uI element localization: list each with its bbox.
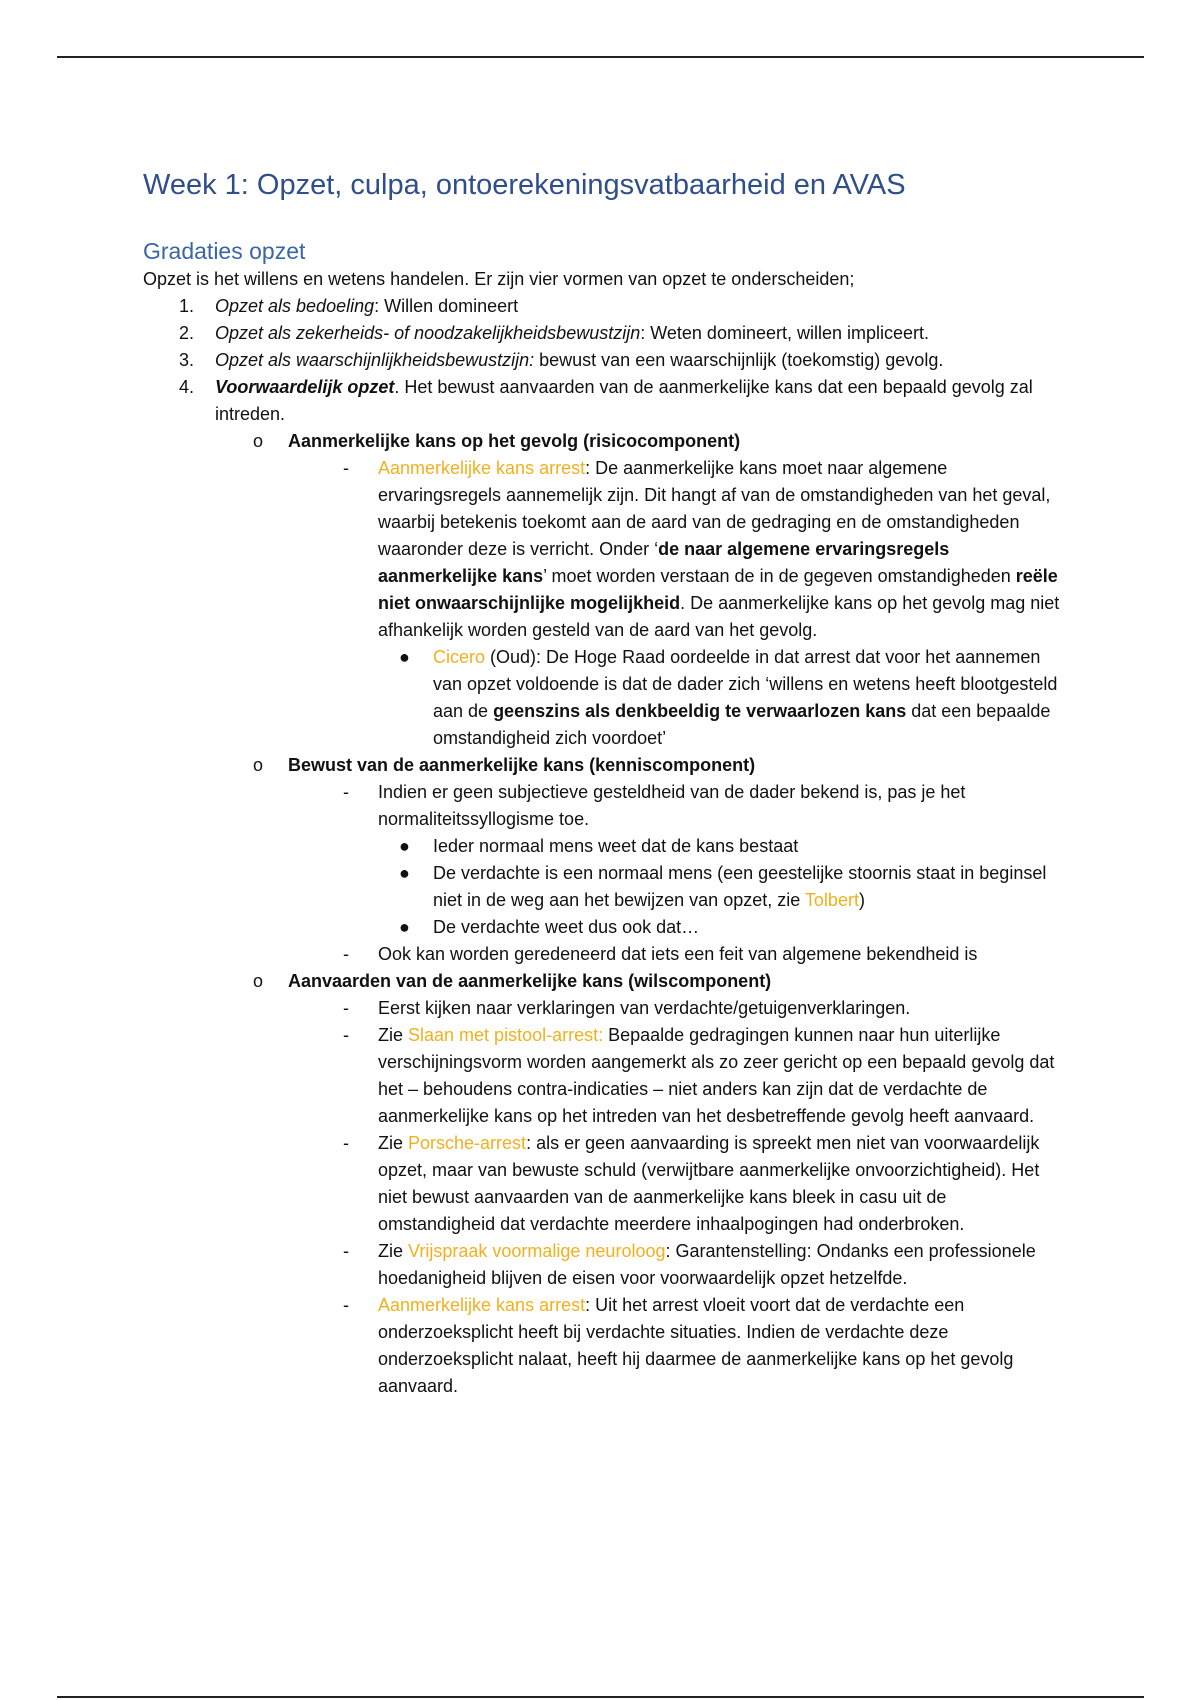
document-body [143,165,1063,1400]
list-text: . Het bewust aanvaarden van de aanmerkelijke kans dat een bepaald gevolg zal intreden. [215,377,1033,424]
dash-icon: - [343,998,349,1018]
dash-item [143,1292,1063,1400]
item-text: Bepaalde gedragingen kunnen naar hun uiterlijke verschijningsvorm worden aangemerkt als zo zeer gericht op een bepaald gevolg dat het – behoudens contra-indicaties – niet anders kan zijn dat de verdachte de aanmerkelijke kans op het intreden van het desbetreffende gevolg heeft aanvaard. [378,1025,1055,1126]
bullet-item [143,860,1063,914]
case-reference: Porsche-arrest [408,1133,527,1153]
dash-icon: - [343,782,349,802]
item-text: ) [858,890,865,910]
dash-item [143,1022,1063,1130]
dash-icon: - [343,1133,349,1153]
item-text: Ieder normaal mens weet dat de kans bestaat [433,836,799,856]
component-title: Aanvaarden van de aanmerkelijke kans (wilscomponent) [288,971,772,991]
list-number: 4. [179,377,195,397]
dash-item [143,941,1063,968]
component-knowledge-heading [143,752,1063,779]
item-text: dat een bepaalde omstandigheid zich voordoet’ [433,701,1051,748]
list-number: 2. [179,323,195,343]
item-text: . De aanmerkelijke kans op het gevolg mag niet afhankelijk worden gesteld van de aard van het gevolg. [378,593,1060,640]
item-text: ’ moet worden verstaan de in de gegeven omstandigheden [543,566,1016,586]
circle-bullet-icon: o [253,431,264,451]
list-text: bewust van een waarschijnlijk (toekomstig) gevolg. [534,350,944,370]
item-emphasis: reële niet onwaarschijnlijke mogelijkheid [378,566,1058,613]
dash-icon: - [343,458,349,478]
item-text: : Uit het arrest vloeit voort dat de verdachte een onderzoeksplicht heeft bij verdachte situaties. Indien de verdachte deze onderzoeksplicht nalaat, heeft hij daarmee de aanmerkelijke kans op het gevolg aanvaard. [378,1295,1014,1396]
dash-item [143,1130,1063,1238]
header-rule [57,56,1144,58]
circle-bullet-icon: o [253,755,264,775]
item-text: Zie [378,1241,409,1261]
item-text: : Garantenstelling: Ondanks een professionele hoedanigheid blijven de eisen voor voorwaardelijk opzet hetzelfde. [378,1241,1036,1288]
item-text: Indien er geen subjectieve gesteldheid van de dader bekend is, pas je het normaliteitssyllogisme toe. [378,782,966,829]
component-risk-heading [143,428,1063,455]
list-item [143,347,1063,374]
list-number: 1. [179,296,195,316]
intro-paragraph: Opzet is het willens en wetens handelen. Er zijn vier vormen van opzet te onderscheiden; [143,269,855,289]
component-title: Aanmerkelijke kans op het gevolg (risicocomponent) [288,431,741,451]
item-emphasis: de naar algemene ervaringsregels aanmerkelijke kans [378,539,950,586]
footer-rule [57,1696,1144,1698]
bullet-item [143,644,1063,752]
list-text: : Willen domineert [374,296,519,316]
dash-item [143,1238,1063,1292]
bullet-icon: ● [399,836,410,856]
bullet-icon: ● [399,863,410,883]
case-reference: Aanmerkelijke kans arrest [378,458,586,478]
list-item [143,293,1063,320]
item-text: Zie [378,1025,409,1045]
bullet-icon: ● [399,917,410,937]
bullet-item [143,914,1063,941]
section-heading: Gradaties opzet [143,238,306,264]
list-term: Opzet als bedoeling [215,296,375,316]
list-item [143,374,1063,428]
list-term: Opzet als zekerheids- of noodzakelijkheidsbewustzijn [215,323,641,343]
case-reference: Slaan met pistool-arrest: [408,1025,604,1045]
item-text: Zie [378,1133,409,1153]
dash-icon: - [343,1025,349,1045]
dash-icon: - [343,1295,349,1315]
item-text: Ook kan worden geredeneerd dat iets een feit van algemene bekendheid is [378,944,978,964]
component-will-heading [143,968,1063,995]
item-text: De verdachte is een normaal mens (een geestelijke stoornis staat in beginsel niet in de weg aan het bewijzen van opzet, zie [433,863,1047,910]
case-reference: Tolbert [804,890,859,910]
dash-item [143,779,1063,833]
page-title: Week 1: Opzet, culpa, ontoerekeningsvatbaarheid en AVAS [143,169,906,201]
case-reference: Cicero [433,647,486,667]
item-text: Eerst kijken naar verklaringen van verdachte/getuigenverklaringen. [378,998,911,1018]
bullet-item [143,833,1063,860]
circle-bullet-icon: o [253,971,264,991]
dash-item [143,455,1063,644]
case-reference: Vrijspraak voormalige neuroloog [408,1241,666,1261]
component-title: Bewust van de aanmerkelijke kans (kenniscomponent) [288,755,756,775]
item-text: : als er geen aanvaarding is spreekt men niet van voorwaardelijk opzet, maar van bewuste schuld (verwijtbare aanmerkelijke onvoorzichtigheid). Het niet bewust aanvaarden van de aanmerkelijke kans bleek in casu uit de omstandigheid dat verdachte meerdere inhaalpogingen had onderbroken. [378,1133,1040,1234]
dash-icon: - [343,944,349,964]
dash-icon: - [343,1241,349,1261]
list-item [143,320,1063,347]
case-reference: Aanmerkelijke kans arrest [378,1295,586,1315]
bullet-icon: ● [399,647,410,667]
dash-item [143,995,1063,1022]
item-text: (Oud): De Hoge Raad oordeelde in dat arrest dat voor het aannemen van opzet voldoende is dat de dader zich ‘willens en wetens heeft blootgesteld aan de [433,647,1058,721]
list-term: Opzet als waarschijnlijkheidsbewustzijn: [215,350,535,370]
item-emphasis: geenszins als denkbeeldig te verwaarlozen kans [493,701,907,721]
list-term: Voorwaardelijk opzet [215,377,395,397]
item-text: : De aanmerkelijke kans moet naar algemene ervaringsregels aannemelijk zijn. Dit hangt af van de omstandigheden van het geval, waarbij betekenis toekomt aan de aard van de gedraging en de omstandigheden waaronder deze is verricht. Onder ‘ [378,458,1051,559]
list-text: : Weten domineert, willen impliceert. [640,323,930,343]
list-number: 3. [179,350,195,370]
item-text: De verdachte weet dus ook dat… [433,917,700,937]
